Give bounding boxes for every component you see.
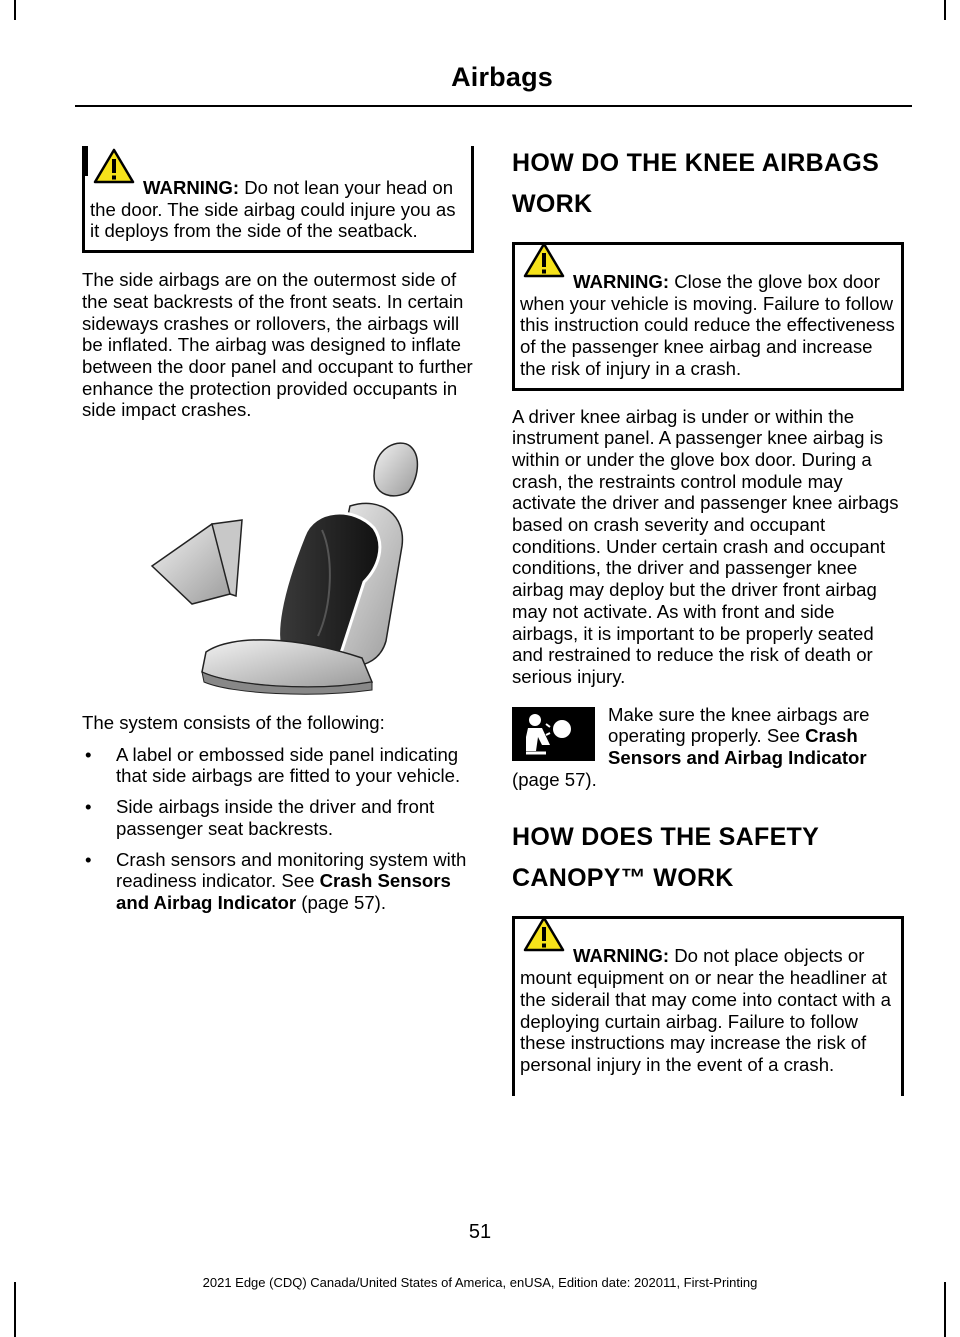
warning-triangle-icon	[523, 242, 565, 278]
page-reference: (page 57).	[296, 891, 387, 913]
list-item: • A label or embossed side panel indicating that side airbags are fitted to your vehicle.	[85, 743, 461, 787]
knee-airbag-paragraph: A driver knee airbag is under or within the instrument panel. A passenger knee airbag is within or under the glove box door. During a crash, the restraints control module may activate the driver and passenger knee airbags based on crash severity and occupant conditions. Under certain crash and occupant conditions, the driver and passenger knee airbag may deploy but the driver front airbag may not activate. As with front and side airbags, it is important to be properly seated and restrained to reduce the risk of death or serious injury.	[512, 405, 899, 687]
crash-sensors-link[interactable]: Crash Sensors and Airbag Indicator	[608, 725, 867, 769]
heading-line: WORK	[512, 190, 593, 218]
warning-triangle-icon	[523, 916, 565, 952]
heading-line: HOW DOES THE SAFETY	[512, 823, 820, 852]
indicator-text-before: Make sure the knee airbags are operating properly. See	[608, 703, 870, 747]
right-column	[512, 146, 904, 1096]
side-airbag-paragraph: The side airbags are on the outermost side of the seat backrests of the front seats. In certain sideways crashes or rollovers, the airbags will be inflated. The airbag was designed to inflate between the door panel and occupant to further enhance the protection provided occupants in side impact crashes.	[82, 269, 473, 421]
crop-mark	[944, 1282, 946, 1337]
heading-line: CANOPY™ WORK	[512, 864, 734, 893]
section-heading-knee-airbags-cont	[512, 187, 904, 222]
warning-box-safety-canopy	[512, 916, 904, 1095]
crop-mark	[944, 0, 946, 20]
airbag-indicator-note	[512, 704, 904, 791]
warning-label: WARNING:	[573, 271, 670, 292]
seat-airbag-illustration	[82, 436, 472, 698]
list-item-text: A label or embossed side panel indicating that side airbags are fitted to your vehicle.	[116, 743, 461, 787]
section-heading-safety-canopy	[512, 820, 904, 855]
list-item-text: Side airbags inside the driver and front passenger seat backrests.	[116, 796, 435, 839]
warning-body: Do not lean your head on the door. The side airbag could injure you as it deploys from the side of the seatback.	[90, 177, 456, 242]
edition-footer: 2021 Edge (CDQ) Canada/United States of America, enUSA, Edition date: 202011, First-Printing	[202, 1275, 758, 1290]
list-item: • Crash sensors and monitoring system with readiness indicator. See Crash Sensors and Airbag Indicator (page 57).	[85, 848, 467, 913]
crash-sensors-link[interactable]: Crash Sensors and Airbag Indicator	[116, 870, 451, 913]
heading-line: HOW DO THE KNEE AIRBAGS	[512, 149, 880, 177]
warning-body: Close the glove box door when your vehicle is moving. Failure to follow this instruction could reduce the effectiveness of the passenger knee airbag and increase the risk of injury in a crash.	[520, 271, 895, 379]
crop-mark	[14, 1282, 16, 1337]
warning-text	[520, 919, 895, 1087]
system-intro: The system consists of the following:	[82, 712, 385, 734]
crop-mark	[14, 0, 16, 20]
section-heading-knee-airbags	[512, 146, 904, 181]
page-number: 51	[468, 1221, 492, 1243]
list-item-text: Crash sensors and monitoring system with readiness indicator. See	[116, 848, 467, 892]
warning-box-corner	[82, 146, 88, 176]
section-heading-safety-canopy-cont	[512, 861, 904, 896]
warning-box-side-airbag	[82, 146, 474, 253]
header-rule	[75, 105, 912, 107]
left-column	[82, 146, 474, 923]
system-components-list	[82, 744, 474, 914]
page-title: Airbags	[451, 62, 553, 92]
list-item: • Side airbags inside the driver and front passenger seat backrests.	[85, 796, 435, 839]
warning-label: WARNING:	[143, 177, 240, 198]
warning-box-knee-airbag	[512, 242, 904, 391]
seat-illustration-svg	[82, 436, 472, 698]
warning-label: WARNING:	[573, 945, 670, 967]
airbag-warning-icon	[512, 707, 595, 761]
warning-body: Do not place objects or mount equipment on or near the headliner at the siderail that may come into contact with a deploying curtain airbag. Failure to follow these instructions may increase the risk of personal injury in the event of a crash.	[520, 945, 892, 1075]
warning-triangle-icon	[93, 148, 135, 184]
warning-text	[90, 146, 465, 242]
page-reference: (page 57).	[512, 768, 597, 790]
warning-text	[520, 245, 895, 380]
